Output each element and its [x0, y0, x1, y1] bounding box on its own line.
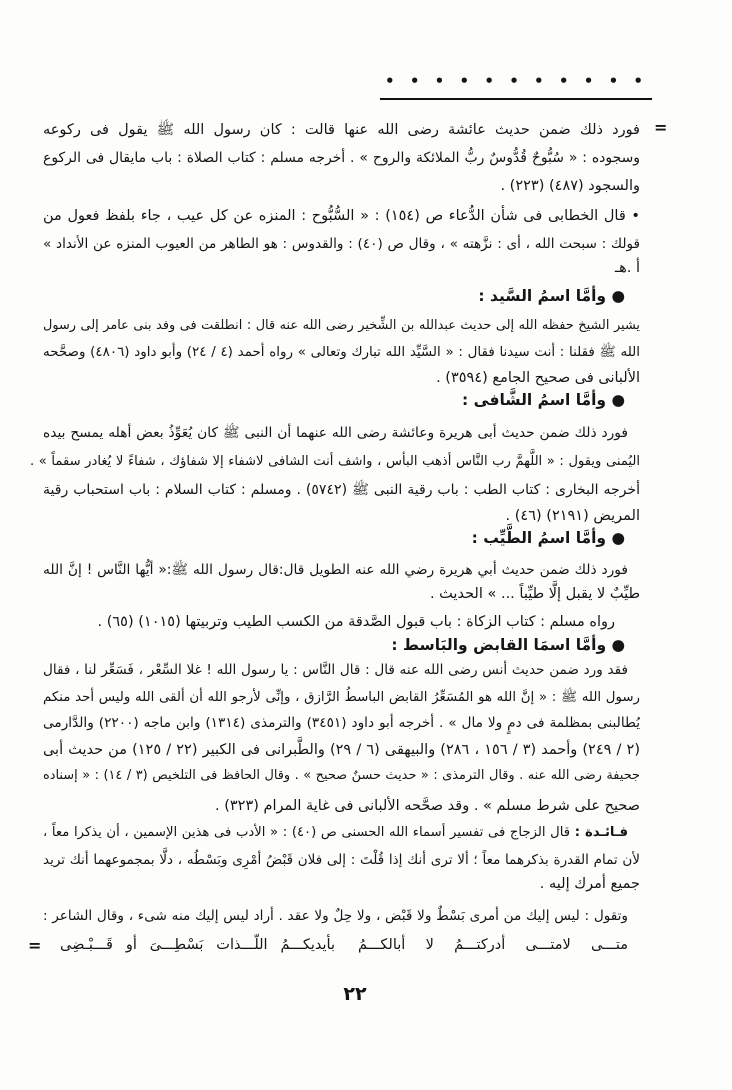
faida-line	[43, 820, 628, 846]
verse-second-hemistich: بأيديكـــمُ اللّـــذات بَسْطِـــىَ أو قَـــبْـضِى	[60, 937, 335, 953]
tayyib-line: فورد ذلك ضمن حديث أبي هريرة رضي الله عنه الطويل قال:قال رسول الله ﷺ:« أيُّها النَّاس ! إنَّ الله	[43, 562, 628, 578]
intro-line: فورد ذلك ضمن حديث عائشة رضى الله عنها قالت : كان رسول الله ﷺ يقول فى ركوعه	[43, 122, 640, 138]
section-heading-tayyib: ● وأمَّا اسمُ الطَّيِّب :	[471, 529, 625, 547]
khattabi-note-line: أ .هـ	[614, 260, 640, 276]
faida-line: لأن تمام القدرة بذكرهما معاً ؛ ألا ترى أنك إذا قُلْتَ : إلى فلان قَبْضُ أمْرِى وبَسْطُه ، دلَّا بمجموعهما أنك تريد	[43, 852, 640, 868]
verse-first-hemistich: متـــى لامتـــى أدركتـــمُ لا أبالكـــمُ	[358, 937, 628, 953]
continuation-mark-top: =	[654, 118, 668, 137]
tayyib-reference: رواه مسلم : كتاب الزكاة : باب قبول الصَّدقة من الكسب الطيب وتربيتها (١٠١٥) (٦٥) .	[97, 614, 615, 630]
shafi-line: فورد ذلك ضمن حديث أبى هريرة وعائشة رضى الله عنهما أن النبى ﷺ كان يُعَوِّذُ بعض أهله يمسح بيده	[43, 425, 628, 441]
tayyib-line: طيِّبٌ لا يقبل إلَّا طيِّباً ... » الحديث .	[429, 586, 640, 602]
shafi-line: اليُمنى ويقول : « اللَّهمَّ رب النَّاس أذهب البأس ، واشف أنت الشافى لاشفاء إلا شفاؤك ، شفاءً لا يُغادر سقماً » .	[30, 454, 640, 469]
section-heading-sayyid: ● وأمَّا اسمُ السَّيد :	[478, 287, 625, 305]
section-heading-shafi: ● وأمَّا اسمُ الشَّافى :	[462, 391, 625, 409]
intro-line: والسجود (٤٨٧) (٢٢٣) .	[500, 178, 640, 194]
sayyid-line: الألبانى فى صحيح الجامع (٣٥٩٤) .	[436, 370, 640, 386]
continuation-mark-bottom: =	[28, 936, 42, 955]
khattabi-note-line: • قال الخطابى فى شأن الدُّعاء ص (١٥٤) : « السُّبُّوح : المنزه عن كل عيب ، جاء بلفظ فعول من	[42, 208, 640, 224]
qabid-basit-line: فقد ورد ضمن حديث أنس رضى الله عنه قال : قال النَّاس : يا رسول الله ! غلا السِّعْر ، فَسَعِّر لنا ، فقال	[43, 662, 628, 678]
faida-line: جميع أمرك إليه .	[539, 876, 640, 892]
qabid-basit-line: (٢ / ٢٤٩) وأحمد (٣ / ١٥٦ ، ٢٨٦) والبيهقى (٦ / ٢٩) والطَّبرانى فى الكبير (٢٢ / ١٢٥) من حديث أبى	[42, 742, 640, 758]
qabid-basit-line: رسول الله ﷺ : « إنَّ الله هو المُسَعِّرُ القابض الباسطُ الرَّازق ، وإنِّى لأرجو الله أن ألقى الله وليس أحد منكم	[43, 690, 640, 705]
khattabi-note-line: قولك : سبحت الله ، أى : نزَّهته » ، وقال ص (٤٠) : والقدوس : هو الطاهر من العيوب المنزه عن الأنداد »	[43, 236, 640, 252]
intro-line: وسجوده : « سُبُّوحٌ قُدُّوسٌ ربُّ الملائكة والروح » . أخرجه مسلم : كتاب الصلاة : باب مايقال فى الركوع	[43, 150, 640, 166]
qabid-basit-line: يُطالبنى بمظلمة فى دمٍ ولا مال » . أخرجه أبو داود (٣٤٥١) والترمذى (١٣١٤) وابن ماجه (٢٢٠٠) والدَّارمى	[43, 715, 640, 731]
sayyid-line: الله ﷺ فقلنا : أنت سيدنا فقال : « السَّيِّد الله تبارك وتعالى » رواه أحمد (٤ / ٢٤) وأبو داود (٤٨٠٦) وصحَّحه	[43, 345, 640, 360]
shafi-line: المريض (٢١٩١) (٤٦) .	[505, 508, 640, 524]
separator-dots: • • • • • • • • • • •	[385, 72, 643, 90]
sayyid-line: يشير الشيخ حفظه الله إلى حديث عبدالله بن الشِّخير رضى الله عنه قال : انطلقت فى وفد بنى عامر إلى رسول	[43, 318, 640, 333]
qabid-basit-line: صحيح على شرط مسلم » . وقد صحَّحه الألبانى فى غاية المرام (٣٢٣) .	[214, 798, 640, 814]
faida-label: فـائـدة :	[574, 825, 628, 840]
poetry-intro: وتقول : ليس إليك من أمرى بَسْطٌ ولا قَبْض ، ولا حِلٌ ولا عقد . أراد ليس إليك منه شىء ، وقال الشاعر :	[43, 908, 628, 924]
shafi-line: أخرجه البخارى : كتاب الطب : باب رقية النبى ﷺ (٥٧٤٢) . ومسلم : كتاب السلام : باب استحباب رقية	[43, 482, 640, 498]
section-heading-qabid-basit: ● وأمَّا اسمَا القابض والبَاسط :	[391, 636, 625, 654]
faida-text: قال الزجاج فى تفسير أسماء الله الحسنى ص (٤٠) : « الأدب فى هذين الإسمين ، أن يذكرا معاً ،	[43, 825, 571, 840]
header-rule	[380, 98, 652, 100]
page-number: ٢٢	[343, 983, 367, 1005]
qabid-basit-line: جحيفة رضى الله عنه . وقال الترمذى : « حديث حسنٌ صحيح » . وقال الحافظ فى التلخيص (٣ / ١٤) : « إسناده	[43, 768, 640, 783]
